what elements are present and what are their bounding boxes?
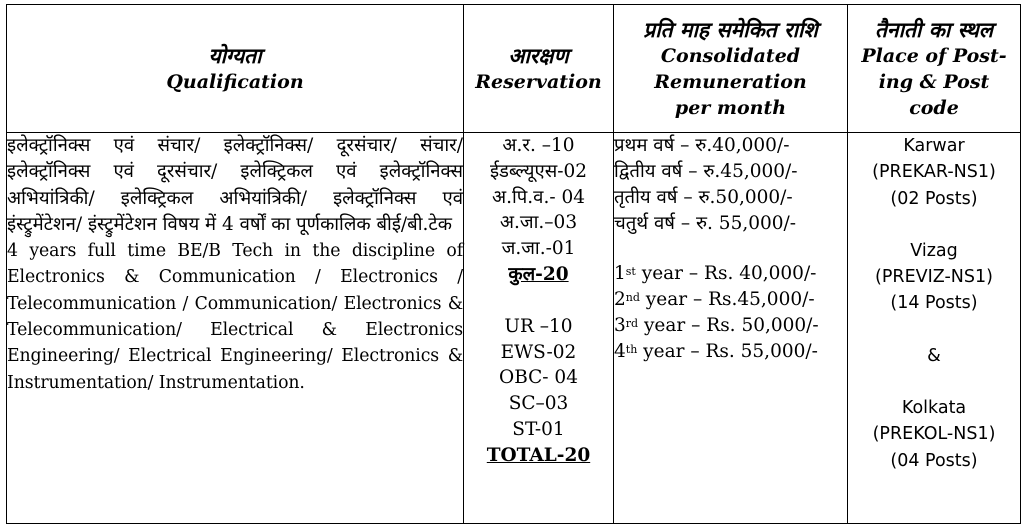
header-row (7, 5, 1021, 133)
posting-header (848, 5, 1021, 133)
reservation-hi-obc: अ.पि.व.- 04 (491, 186, 586, 208)
posting-vizag-code: (PREVIZ-NS1) (875, 267, 993, 288)
posting-karwar-posts: (02 Posts) (890, 188, 978, 209)
posting-header-hi: तैनाती का स्थल (874, 17, 994, 42)
posting-vizag-posts: (14 Posts) (890, 293, 978, 314)
remuneration-en-year4: 4th year – Rs. 55,000/- (614, 341, 818, 362)
remuneration-en-year3: 3rd year – Rs. 50,000/- (614, 315, 819, 336)
posting-kolkata-place: Kolkata (901, 398, 967, 419)
posting-vizag-place: Vizag (910, 240, 958, 261)
reservation-hi-ur: अ.र. –10 (502, 135, 575, 156)
qualification-english: 4 years full time BE/B Tech in the discipline of Electronics & Communication / Electronics / Telecommunication / Communication/ Electronics & Telecommunication/ Electrical & Electronics Engineering/ Electrical Engineering/ Electronics & Instrumentation/ Instrumentation. (7, 241, 463, 393)
reservation-hi-total: कुल-20 (508, 263, 569, 285)
posting-kolkata-posts: (04 Posts) (890, 450, 978, 471)
qualification-header (7, 5, 464, 133)
reservation-en-total: TOTAL-20 (486, 444, 591, 466)
remuneration-en-year1: 1st year – Rs. 40,000/- (614, 263, 817, 284)
qualification-cell (7, 133, 464, 524)
reservation-hi-st: ज.जा.-01 (501, 238, 576, 260)
remuneration-cell (614, 133, 848, 524)
qualification-header-hi: योग्यता (208, 43, 262, 68)
remuneration-hi-year3: तृतीय वर्ष – रु.50,000/- (614, 187, 793, 208)
remuneration-header (614, 5, 848, 133)
posting-kolkata-code: (PREKOL-NS1) (872, 424, 996, 445)
remuneration-en-year2: 2nd year – Rs.45,000/- (614, 289, 815, 310)
remuneration-header-hi: प्रति माह समेकित राशि (643, 17, 818, 42)
data-row (7, 133, 1021, 524)
reservation-header (464, 5, 614, 133)
remuneration-header-en-3: per month (674, 97, 787, 119)
remuneration-header-en-2: Remuneration (654, 71, 807, 93)
reservation-en-obc: OBC- 04 (499, 367, 578, 389)
qualification-hindi: इलेक्ट्रॉनिक्स एवं संचार/ इलेक्ट्रॉनिक्स/ दूरसंचार/ संचार/ इलेक्ट्रॉनिक्स एवं दूरसंचार/ इलेक्ट्रिकल एवं इलेक्ट्रॉनिक्स अभियांत्रिकी/ इलेक्ट्रिकल अभियांत्रिकी/ इलेक्ट्रॉनिक्स एवं इंस्ट्रुमेंटेशन/ इंस्ट्रुमेंटेशन विषय में 4 वर्षों का पूर्णकालिक बीई/बी.टेक (7, 135, 463, 235)
posting-header-en-3: code (909, 97, 959, 119)
remuneration-hi-year2: द्वितीय वर्ष – रु.45,000/- (614, 161, 798, 182)
posting-header-en-2: ing & Post (878, 71, 990, 93)
reservation-en-ur: UR –10 (504, 315, 573, 337)
posting-header-en-1: Place of Post- (861, 45, 1007, 67)
remuneration-hi-year1: प्रथम वर्ष – रु.40,000/- (614, 135, 790, 156)
recruitment-table (6, 4, 1021, 524)
reservation-cell (464, 133, 614, 524)
qualification-header-en: Qualification (166, 71, 304, 93)
remuneration-hi-year4: चतुर्थ वर्ष – रु. 55,000/- (614, 213, 797, 234)
reservation-header-hi: आरक्षण (508, 43, 569, 68)
reservation-hi-sc: अ.जा.–03 (499, 212, 578, 234)
remuneration-header-en-1: Consolidated (660, 45, 801, 67)
posting-karwar-code: (PREKAR-NS1) (872, 162, 996, 183)
posting-karwar-place: Karwar (903, 136, 965, 156)
reservation-en-sc: SC–03 (508, 393, 569, 415)
reservation-hi-ews: ईडब्ल्यूएस-02 (489, 160, 588, 182)
posting-cell (848, 133, 1021, 524)
reservation-en-ews: EWS-02 (500, 341, 577, 363)
reservation-en-st: ST-01 (512, 418, 565, 440)
reservation-header-en: Reservation (475, 71, 602, 93)
posting-separator: & (927, 345, 941, 366)
